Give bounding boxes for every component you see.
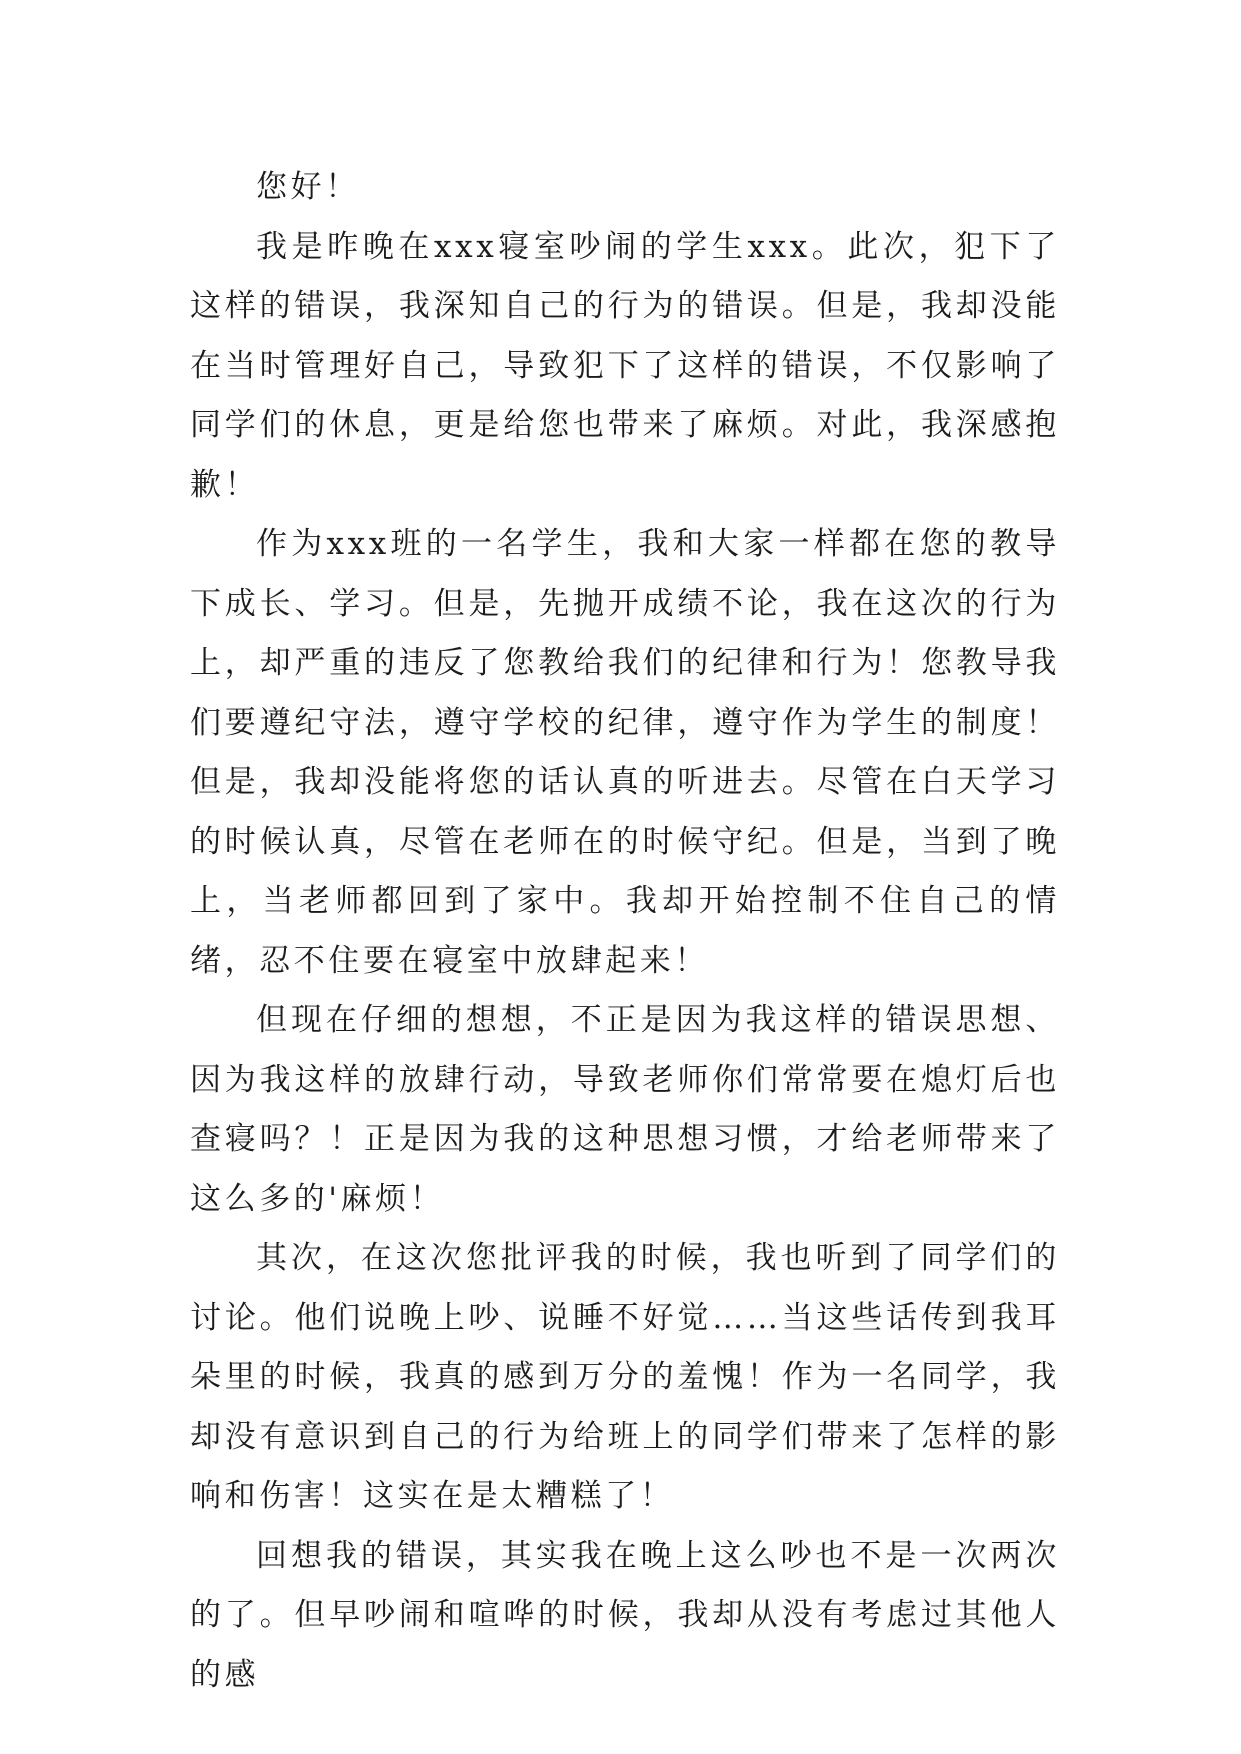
paragraph-3: 但现在仔细的想想，不正是因为我这样的错误思想、因为我这样的放肆行动，导致老师你们常常要在熄灯后也查寝吗？！正是因为我的这种思想习惯，才给老师带来了这么多的'麻烦！ xyxy=(190,1002,1060,1217)
letter-body xyxy=(190,158,1060,1705)
paragraph-5: 回想我的错误，其实我在晚上这么吵也不是一次两次的了。但早吵闹和喧哗的时候，我却从没有考虑过其他人的感 xyxy=(190,1537,1060,1693)
paragraph-2: 作为xxx班的一名学生，我和大家一样都在您的教导下成长、学习。但是，先抛开成绩不论，我在这次的行为上，却严重的违反了您教给我们的纪律和行为！您教导我们要遵纪守法，遵守学校的纪律，遵守作为学生的制度！但是，我却没能将您的话认真的听进去。尽管在白天学习的时候认真，尽管在老师在的时候守纪。但是，当到了晚上，当老师都回到了家中。我却开始控制不住自己的情绪，忍不住要在寝室中放肆起来！ xyxy=(190,526,1060,979)
greeting: 您好！ xyxy=(256,169,360,205)
paragraph-4: 其次，在这次您批评我的时候，我也听到了同学们的讨论。他们说晚上吵、说睡不好觉……当这些话传到我耳朵里的时候，我真的感到万分的羞愧！作为一名同学，我却没有意识到自己的行为给班上的同学们带来了怎样的影响和伤害！这实在是太糟糕了！ xyxy=(190,1240,1060,1514)
paragraph-1: 我是昨晚在xxx寝室吵闹的学生xxx。此次，犯下了这样的错误，我深知自己的行为的错误。但是，我却没能在当时管理好自己，导致犯下了这样的错误，不仅影响了同学们的休息，更是给您也带来了麻烦。对此，我深感抱歉！ xyxy=(190,228,1060,503)
